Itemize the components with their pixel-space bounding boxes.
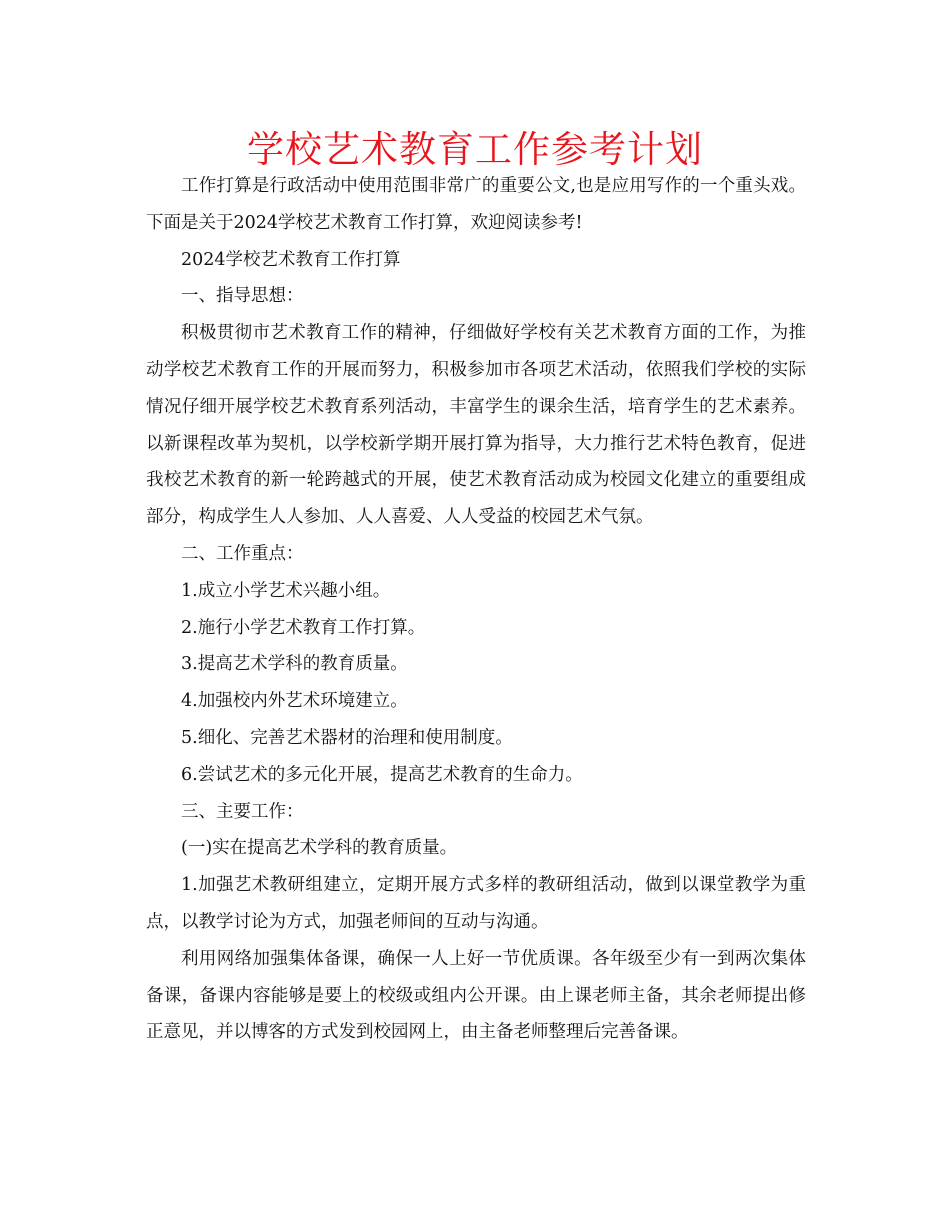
intro-paragraph: 工作打算是行政活动中使用范围非常广的重要公文,也是应用写作的一个重头戏。下面是关于2024学校艺术教育工作打算，欢迎阅读参考!: [146, 176, 806, 233]
document-body: [146, 168, 806, 1051]
main-work-subheading: (一)实在提高艺术学科的教育质量。: [181, 838, 458, 859]
work-focus-item: 4.加强校内外艺术环境建立。: [181, 691, 408, 712]
section-heading-main-work: 三、主要工作：: [181, 801, 304, 822]
main-work-paragraph: 1.加强艺术教研组建立，定期开展方式多样的教研组活动，做到以课堂教学为重点，以教学讨论为方式，加强老师间的互动与沟通。: [146, 875, 806, 932]
work-focus-item: 6.尝试艺术的多元化开展，提高艺术教育的生命力。: [181, 764, 583, 785]
guiding-thought-paragraph: 积极贯彻市艺术教育工作的精神，仔细做好学校有关艺术教育方面的工作，为推动学校艺术教育工作的开展而努力，积极参加市各项艺术活动，依照我们学校的实际情况仔细开展学校艺术教育系列活动，丰富学生的课余生活，培育学生的艺术素养。以新课程改革为契机，以学校新学期开展打算为指导，大力推行艺术特色教育，促进我校艺术教育的新一轮跨越式的开展，使艺术教育活动成为校园文化建立的重要组成部分，构成学生人人参加、人人喜爱、人人受益的校园艺术气氛。: [146, 323, 806, 528]
document-title: 学校艺术教育工作参考计划: [247, 128, 703, 171]
work-focus-item: 5.细化、完善艺术器材的治理和使用制度。: [181, 727, 513, 748]
work-focus-item: 2.施行小学艺术教育工作打算。: [181, 617, 426, 638]
section-heading-work-focus: 二、工作重点：: [181, 543, 304, 564]
section-heading-guiding-thought: 一、指导思想：: [181, 286, 304, 307]
main-work-paragraph: 利用网络加强集体备课，确保一人上好一节优质课。各年级至少有一到两次集体备课，备课内容能够是要上的校级或组内公开课。由上课老师主备，其余老师提出修正意见，并以博客的方式发到校园网上，由主备老师整理后完善备课。: [146, 948, 806, 1043]
plan-subtitle: 2024学校艺术教育工作打算: [181, 249, 401, 270]
work-focus-item: 3.提高艺术学科的教育质量。: [181, 654, 408, 675]
work-focus-item: 1.成立小学艺术兴趣小组。: [181, 580, 391, 601]
